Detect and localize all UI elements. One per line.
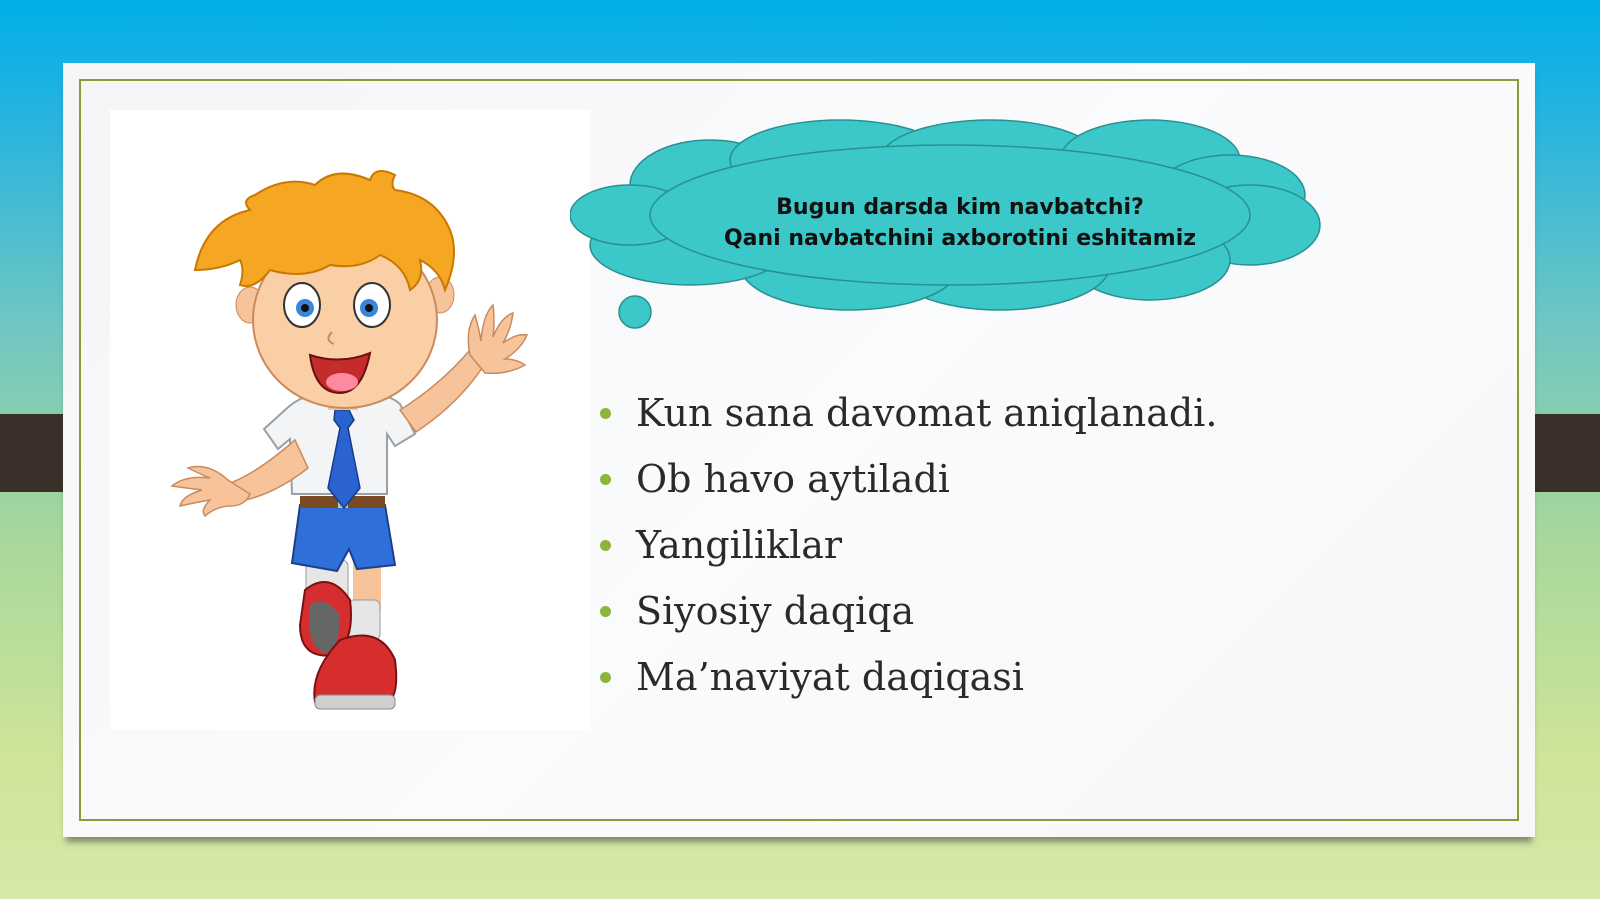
boy-left-hand xyxy=(172,467,250,517)
thought-bubble-dot xyxy=(619,296,651,328)
bullet-item xyxy=(600,446,1217,512)
bullet-text: Yangiliklar xyxy=(636,523,843,567)
boy-drawing xyxy=(110,110,590,730)
boy-shorts xyxy=(292,505,395,571)
bullet-item xyxy=(600,644,1217,710)
bullet-dot-icon xyxy=(600,540,611,551)
boy-tongue xyxy=(326,373,358,391)
boy-shoe-sole-right xyxy=(315,695,395,709)
bullet-list xyxy=(600,380,1217,710)
thought-bubble-text xyxy=(600,192,1320,254)
bullet-dot-icon xyxy=(600,606,611,617)
bullet-text: Kun sana davomat aniqlanadi. xyxy=(636,391,1218,435)
bullet-item xyxy=(600,512,1217,578)
bullet-text: Ma’naviyat daqiqasi xyxy=(636,655,1024,699)
thought-line-1: Bugun darsda kim navbatchi? xyxy=(776,195,1144,220)
thought-line-2: Qani navbatchini axborotini eshitamiz xyxy=(723,226,1197,251)
bullet-dot-icon xyxy=(600,474,611,485)
cartoon-boy-illustration xyxy=(110,110,590,730)
bullet-item xyxy=(600,578,1217,644)
bullet-dot-icon xyxy=(600,408,611,419)
bullet-dot-icon xyxy=(600,672,611,683)
bullet-text: Ob havo aytiladi xyxy=(636,457,950,501)
bullet-text: Siyosiy daqiqa xyxy=(636,589,915,633)
boy-right-hand xyxy=(468,305,527,373)
boy-sock-2 xyxy=(348,600,380,640)
bullet-item xyxy=(600,380,1217,446)
